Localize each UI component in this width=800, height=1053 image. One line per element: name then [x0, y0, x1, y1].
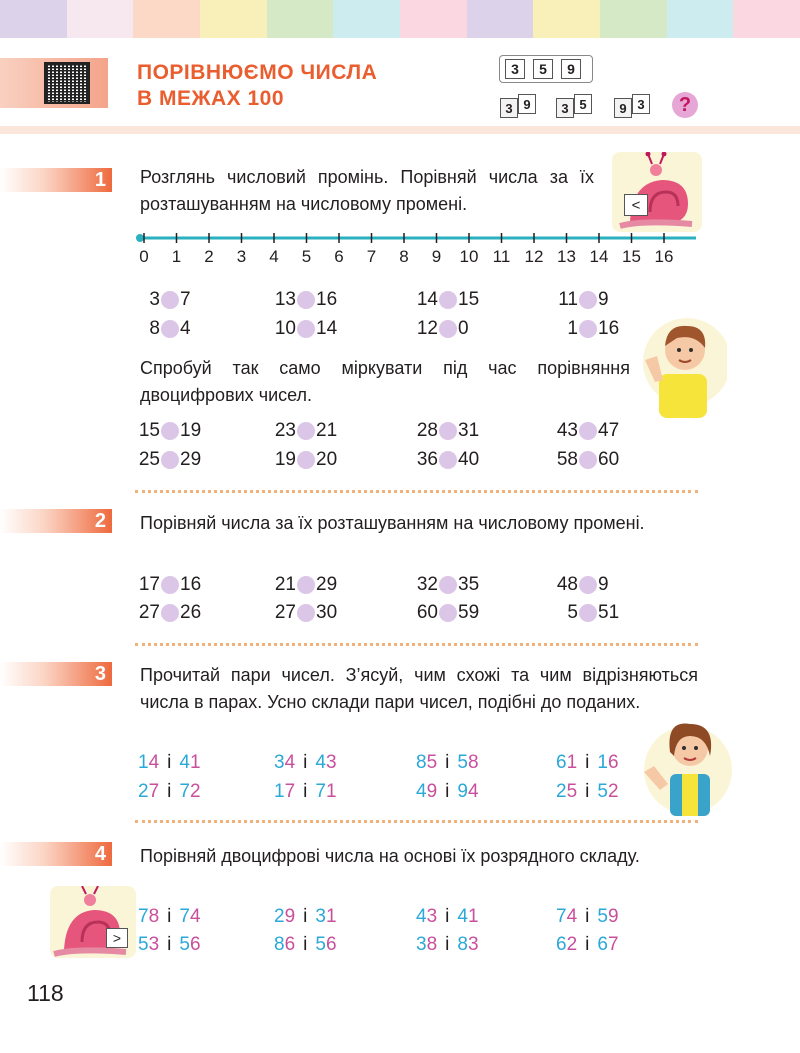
left-number: 17: [138, 574, 160, 595]
task3-text: Прочитай пари чисел. З’ясуй, чим схожі та чим відрізняються числа в парах. Усно склади пари чисел, подібні до поданих.: [140, 665, 698, 712]
left-number: 1: [567, 318, 578, 339]
pair-card-digit: 3: [556, 98, 574, 118]
stripe-segment: [733, 0, 800, 38]
right-number: 9: [598, 574, 609, 595]
digit-card: 9: [561, 59, 581, 79]
comparison-pair: [556, 600, 619, 626]
number-pair: [556, 779, 619, 805]
colored-number: 74: [556, 906, 578, 927]
left-number: 60: [416, 602, 438, 623]
comparison-row: [138, 600, 618, 626]
question-mark-icon: ?: [672, 92, 698, 118]
number-pair: [138, 904, 201, 930]
answer-circle[interactable]: [579, 576, 597, 594]
girl-illustration: [636, 712, 732, 818]
colored-number: 94: [457, 781, 479, 802]
comparison-pair: [416, 316, 469, 342]
answer-circle[interactable]: [297, 576, 315, 594]
number-line-label: 10: [459, 247, 479, 266]
snail-illustration: [612, 152, 702, 232]
number-line-label: 9: [431, 247, 442, 266]
right-number: 16: [598, 318, 620, 339]
pair-card-digit: 9: [518, 94, 536, 114]
header-divider: [0, 126, 800, 134]
left-number: 28: [416, 420, 438, 441]
comparison-pair: [556, 572, 609, 598]
left-number: 58: [556, 449, 578, 470]
number-pair: [274, 750, 337, 776]
comparison-pair: [138, 447, 201, 473]
colored-number: 85: [416, 752, 438, 773]
number-pair: [556, 904, 619, 930]
task-number: 3: [94, 663, 106, 685]
pair-card: [500, 94, 536, 114]
task4-text: Порівняй двоцифрові числа на основі їх розрядного складу.: [140, 846, 640, 866]
right-number: 14: [316, 318, 338, 339]
comparison-pair: [416, 600, 479, 626]
number-pair: [274, 932, 337, 958]
stripe-segment: [200, 0, 267, 38]
number-pair: [274, 779, 337, 805]
comparison-pair: [274, 316, 337, 342]
comparison-pair: [138, 600, 201, 626]
comparison-pair: [138, 316, 191, 342]
number-line-label: 4: [269, 247, 279, 266]
left-number: 27: [274, 602, 296, 623]
right-number: 30: [316, 602, 338, 623]
colored-number: 41: [457, 906, 479, 927]
answer-circle[interactable]: [439, 320, 457, 338]
comparison-pair: [274, 287, 337, 313]
pair-conjunction: і: [445, 906, 450, 927]
comparison-pair: [416, 447, 479, 473]
pair-card: [614, 94, 650, 114]
comparison-row: [138, 287, 618, 313]
task-badge-4: [0, 842, 112, 866]
stripe-segment: [667, 0, 734, 38]
digit-card: 3: [505, 59, 525, 79]
right-number: 21: [316, 420, 338, 441]
answer-circle[interactable]: [579, 320, 597, 338]
number-line-label: 14: [589, 247, 609, 266]
colored-number: 78: [138, 906, 160, 927]
colored-number: 72: [179, 781, 201, 802]
colored-number: 53: [138, 934, 160, 955]
answer-circle[interactable]: [579, 604, 597, 622]
comparison-pair: [556, 418, 619, 444]
colored-number: 71: [315, 781, 337, 802]
pair-row: [138, 750, 618, 776]
colored-number: 56: [179, 934, 201, 955]
right-number: 31: [458, 420, 480, 441]
colored-number: 41: [179, 752, 201, 773]
number-pair: [416, 779, 479, 805]
boy-illustration: [637, 312, 727, 418]
task1-hint: Спробуй так само міркувати під час порівняння двоцифрових чисел.: [140, 358, 630, 405]
pair-conjunction: і: [585, 781, 590, 802]
comparison-pair: [416, 572, 479, 598]
lesson-title-line1: ПОРІВНЮЄМО ЧИСЛА: [137, 61, 378, 84]
colored-number: 25: [556, 781, 578, 802]
comparison-pair: [556, 287, 609, 313]
colored-number: 58: [457, 752, 479, 773]
colored-number: 17: [274, 781, 296, 802]
number-line-label: 12: [524, 247, 544, 266]
task-badge-1: [0, 168, 112, 192]
right-number: 40: [458, 449, 480, 470]
number-line-label: 5: [301, 247, 312, 266]
pair-conjunction: і: [585, 906, 590, 927]
number-pair: [416, 932, 479, 958]
comparison-row: [138, 418, 618, 444]
dotted-divider: [135, 820, 698, 823]
left-number: 5: [567, 602, 578, 623]
task-badge-2: [0, 509, 112, 533]
qr-code-icon[interactable]: [44, 62, 90, 104]
left-number: 43: [556, 420, 578, 441]
pair-card: [556, 94, 592, 114]
top-color-stripe: [0, 0, 800, 38]
colored-number: 34: [274, 752, 296, 773]
comparison-pair: [274, 447, 337, 473]
pair-conjunction: і: [585, 934, 590, 955]
snail-sign: <: [624, 194, 648, 216]
right-number: 47: [598, 420, 620, 441]
colored-number: 38: [416, 934, 438, 955]
number-pair: [416, 904, 479, 930]
left-number: 11: [558, 289, 578, 310]
left-number: 27: [138, 602, 160, 623]
task2-text: Порівняй числа за їх розташуванням на числовому промені.: [140, 513, 645, 533]
left-number: 25: [138, 449, 160, 470]
pair-conjunction: і: [303, 781, 308, 802]
pair-card-digit: 3: [500, 98, 518, 118]
answer-circle[interactable]: [297, 604, 315, 622]
right-number: 19: [180, 420, 202, 441]
left-number: 36: [416, 449, 438, 470]
task-number: 4: [94, 843, 106, 865]
number-line-label: 15: [622, 247, 641, 266]
right-number: 9: [598, 289, 609, 310]
left-number: 19: [274, 449, 296, 470]
answer-circle[interactable]: [161, 320, 179, 338]
colored-number: 43: [315, 752, 337, 773]
colored-number: 56: [315, 934, 337, 955]
page-number: 118: [27, 980, 64, 1006]
answer-circle[interactable]: [439, 422, 457, 440]
answer-circle[interactable]: [297, 422, 315, 440]
pair-conjunction: і: [167, 934, 172, 955]
answer-circle[interactable]: [579, 422, 597, 440]
colored-number: 31: [315, 906, 337, 927]
right-number: 51: [598, 602, 620, 623]
answer-circle[interactable]: [161, 422, 179, 440]
answer-circle[interactable]: [439, 576, 457, 594]
colored-number: 29: [274, 906, 296, 927]
comparison-pair: [416, 418, 479, 444]
colored-number: 43: [416, 906, 438, 927]
pair-row: [138, 932, 618, 958]
number-line-label: 6: [334, 247, 344, 266]
stripe-segment: [0, 0, 67, 38]
stripe-segment: [67, 0, 134, 38]
right-number: 15: [458, 289, 480, 310]
colored-number: 27: [138, 781, 160, 802]
answer-circle[interactable]: [439, 291, 457, 309]
left-number: 15: [138, 420, 160, 441]
right-number: 16: [180, 574, 202, 595]
comparison-pair: [138, 572, 201, 598]
stripe-segment: [533, 0, 600, 38]
number-line-label: 0: [139, 247, 149, 266]
colored-number: 83: [457, 934, 479, 955]
pair-card-digit: 3: [632, 94, 650, 114]
pair-conjunction: і: [167, 781, 172, 802]
left-number: 23: [274, 420, 296, 441]
task-number: 1: [94, 169, 106, 191]
comparison-pair: [274, 572, 337, 598]
colored-number: 62: [556, 934, 578, 955]
dotted-divider: [135, 643, 698, 646]
right-number: 4: [180, 318, 191, 339]
number-pair: [556, 932, 619, 958]
comparison-pair: [138, 287, 191, 313]
left-number: 12: [416, 318, 438, 339]
colored-number: 86: [274, 934, 296, 955]
right-number: 59: [458, 602, 480, 623]
left-number: 13: [274, 289, 296, 310]
task-badge-3: [0, 662, 112, 686]
number-pair: [138, 932, 201, 958]
answer-circle[interactable]: [439, 604, 457, 622]
colored-number: 67: [597, 934, 619, 955]
number-pair: [138, 779, 201, 805]
answer-circle[interactable]: [161, 451, 179, 469]
pair-conjunction: і: [445, 934, 450, 955]
number-line-label: 2: [204, 247, 214, 266]
pair-conjunction: і: [445, 781, 450, 802]
lesson-title-line2: В МЕЖАХ 100: [137, 87, 285, 110]
pair-card-digit: 9: [614, 98, 632, 118]
left-number: 8: [149, 318, 160, 339]
number-pair: [274, 904, 337, 930]
number-line-label: 13: [557, 247, 576, 266]
right-number: 29: [316, 574, 338, 595]
comparison-row: [138, 316, 618, 342]
pair-conjunction: і: [445, 752, 450, 773]
answer-circle[interactable]: [579, 291, 597, 309]
comparison-row: [138, 572, 618, 598]
left-number: 3: [149, 289, 160, 310]
lesson-title: [137, 60, 377, 112]
left-number: 21: [274, 574, 296, 595]
pair-conjunction: і: [585, 752, 590, 773]
answer-circle[interactable]: [297, 320, 315, 338]
pair-conjunction: і: [303, 934, 308, 955]
comparison-pair: [274, 418, 337, 444]
answer-circle[interactable]: [161, 576, 179, 594]
answer-circle[interactable]: [161, 291, 179, 309]
colored-number: 59: [597, 906, 619, 927]
pair-card-digit: 5: [574, 94, 592, 114]
stripe-segment: [333, 0, 400, 38]
number-line-label: 8: [399, 247, 409, 266]
number-line-label: 7: [366, 247, 377, 266]
left-number: 14: [416, 289, 438, 310]
colored-number: 61: [556, 752, 578, 773]
pair-conjunction: і: [167, 752, 172, 773]
stripe-segment: [400, 0, 467, 38]
comparison-pair: [416, 287, 479, 313]
stripe-segment: [467, 0, 534, 38]
right-number: 16: [316, 289, 338, 310]
right-number: 60: [598, 449, 620, 470]
digit-card: 5: [533, 59, 553, 79]
pair-conjunction: і: [303, 752, 308, 773]
pair-row: [138, 904, 618, 930]
number-pair: [138, 750, 201, 776]
colored-number: 49: [416, 781, 438, 802]
pair-conjunction: і: [167, 906, 172, 927]
left-number: 32: [416, 574, 438, 595]
stripe-segment: [267, 0, 334, 38]
snail-sign: >: [106, 928, 128, 948]
answer-circle[interactable]: [297, 291, 315, 309]
number-line-label: 16: [654, 247, 674, 266]
right-number: 26: [180, 602, 202, 623]
digit-cards: [505, 59, 581, 79]
comparison-row: [138, 447, 618, 473]
comparison-pair: [274, 600, 337, 626]
comparison-pair: [556, 316, 619, 342]
left-number: 10: [274, 318, 296, 339]
right-number: 29: [180, 449, 202, 470]
number-line-label: 3: [236, 247, 247, 266]
answer-circle[interactable]: [439, 451, 457, 469]
answer-circle[interactable]: [579, 451, 597, 469]
stripe-segment: [600, 0, 667, 38]
answer-circle[interactable]: [161, 604, 179, 622]
colored-number: 14: [138, 752, 160, 773]
colored-number: 16: [597, 752, 619, 773]
stripe-segment: [133, 0, 200, 38]
right-number: 35: [458, 574, 480, 595]
right-number: 20: [316, 449, 338, 470]
number-line-label: 11: [492, 247, 511, 266]
right-number: 7: [180, 289, 191, 310]
comparison-pair: [138, 418, 201, 444]
dotted-divider: [135, 490, 698, 493]
pair-row: [138, 779, 618, 805]
answer-circle[interactable]: [297, 451, 315, 469]
number-pair: [416, 750, 479, 776]
number-pair: [556, 750, 619, 776]
task1-text: Розглянь числовий промінь. Порівняй числа за їх розташуванням на числовому промені.: [140, 167, 594, 214]
comparison-pair: [556, 447, 619, 473]
colored-number: 74: [179, 906, 201, 927]
task-number: 2: [94, 510, 106, 532]
colored-number: 52: [597, 781, 619, 802]
left-number: 48: [556, 574, 578, 595]
right-number: 0: [458, 318, 469, 339]
number-line-label: 1: [171, 247, 182, 266]
pair-conjunction: і: [303, 906, 308, 927]
